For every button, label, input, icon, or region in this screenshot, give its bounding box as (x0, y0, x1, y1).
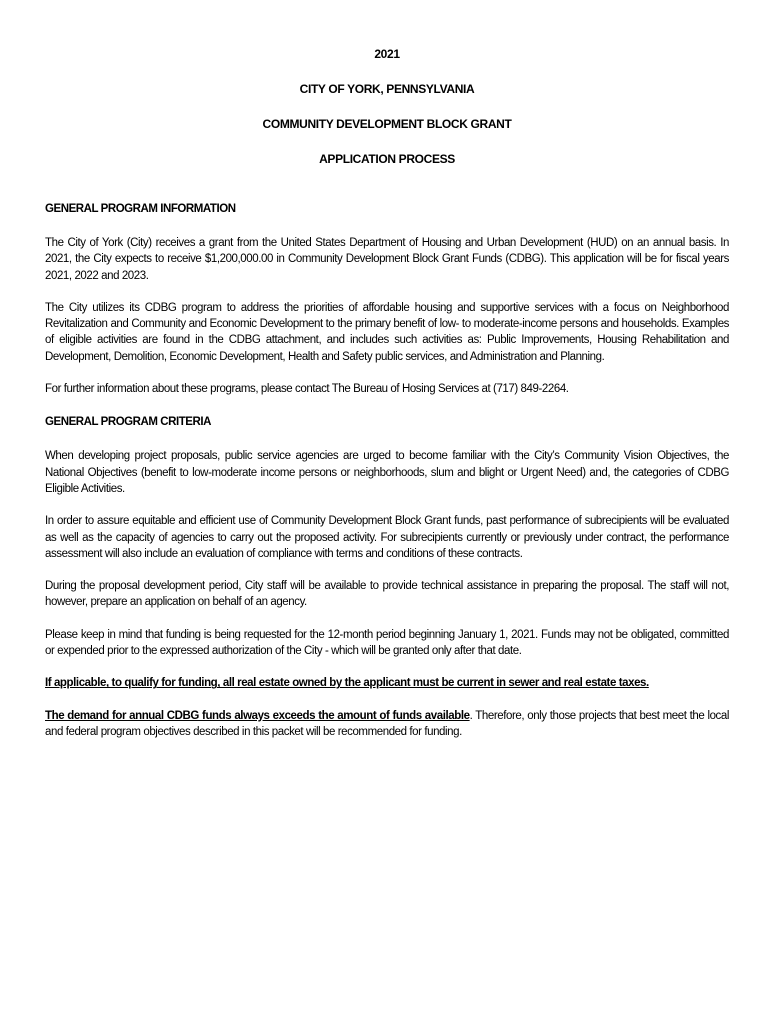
paragraph-grant-overview: The City of York (City) receives a grant from the United States Department of Housing and Urban Development (HUD) on an annual basis. In 2021, the City expects to receive $1,200,000.00 in Community Development Block Grant Funds (CDBG). This application will be for fiscal years 2021, 2022 and 2023. (45, 237, 729, 282)
section-heading-program-information: GENERAL PROGRAM INFORMATION (45, 203, 236, 215)
section-heading-program-criteria: GENERAL PROGRAM CRITERIA (45, 416, 211, 429)
paragraph-contact-info: For further information about these programs, please contact The Bureau of Hosing Services at (717) 849-2264. (45, 383, 569, 396)
paragraph-funding-period: Please keep in mind that funding is being requested for the 12-month period beginning January 1, 2021. Funds may not be obligated, committed or expended prior to the expressed authorization of the City - which will be granted only after that date. (45, 628, 729, 658)
document-process: APPLICATION PROCESS (319, 152, 455, 166)
paragraph-performance-evaluation: In order to assure equitable and efficient use of Community Development Block Grant funds, past performance of subrecipients will be evaluated as well as the capacity of agencies to carry out the proposed activity. For subrecipients currently or previously under contract, the performance assessment will also include an evaluation of compliance with terms and conditions of these contracts. (45, 515, 729, 560)
document-city: CITY OF YORK, PENNSYLVANIA (299, 82, 475, 96)
document-program: COMMUNITY DEVELOPMENT BLOCK GRANT (262, 117, 512, 131)
document-year: 2021 (374, 47, 400, 61)
tax-requirement-emphasis: If applicable, to qualify for funding, all real estate owned by the applicant must be current in sewer and real estate taxes. (45, 677, 649, 690)
paragraph-tax-requirement (45, 675, 729, 691)
funding-demand-emphasis: The demand for annual CDBG funds always exceeds the amount of funds available (45, 709, 470, 722)
paragraph-project-proposals: When developing project proposals, public service agencies are urged to become familiar with the City’s Community Vision Objectives, the National Objectives (benefit to low-moderate income persons or neighborhoods, slum and blight or Urgent Need) and, the categories of CDBG Eligible Activities. (45, 450, 729, 495)
funding-demand-text: . Therefore, only those projects that best meet the local and federal program objectives described in this packet will be recommended for funding. (45, 709, 729, 738)
paragraph-technical-assistance: During the proposal development period, City staff will be available to provide technical assistance in preparing the proposal. The staff will not, however, prepare an application on behalf of an agency. (45, 580, 729, 609)
paragraph-funding-demand (45, 708, 729, 741)
paragraph-cdbg-priorities: The City utilizes its CDBG program to address the priorities of affordable housing and supportive services with a focus on Neighborhood Revitalization and Community and Economic Development to the primary benefit of low- to moderate-income persons and households. Examples of eligible activities are found in the CDBG attachment, and includes such activities as: Public Improvements, Housing Rehabilitation and Development, Demolition, Economic Development, Health and Safety public services, and Administration and Planning. (45, 301, 729, 363)
